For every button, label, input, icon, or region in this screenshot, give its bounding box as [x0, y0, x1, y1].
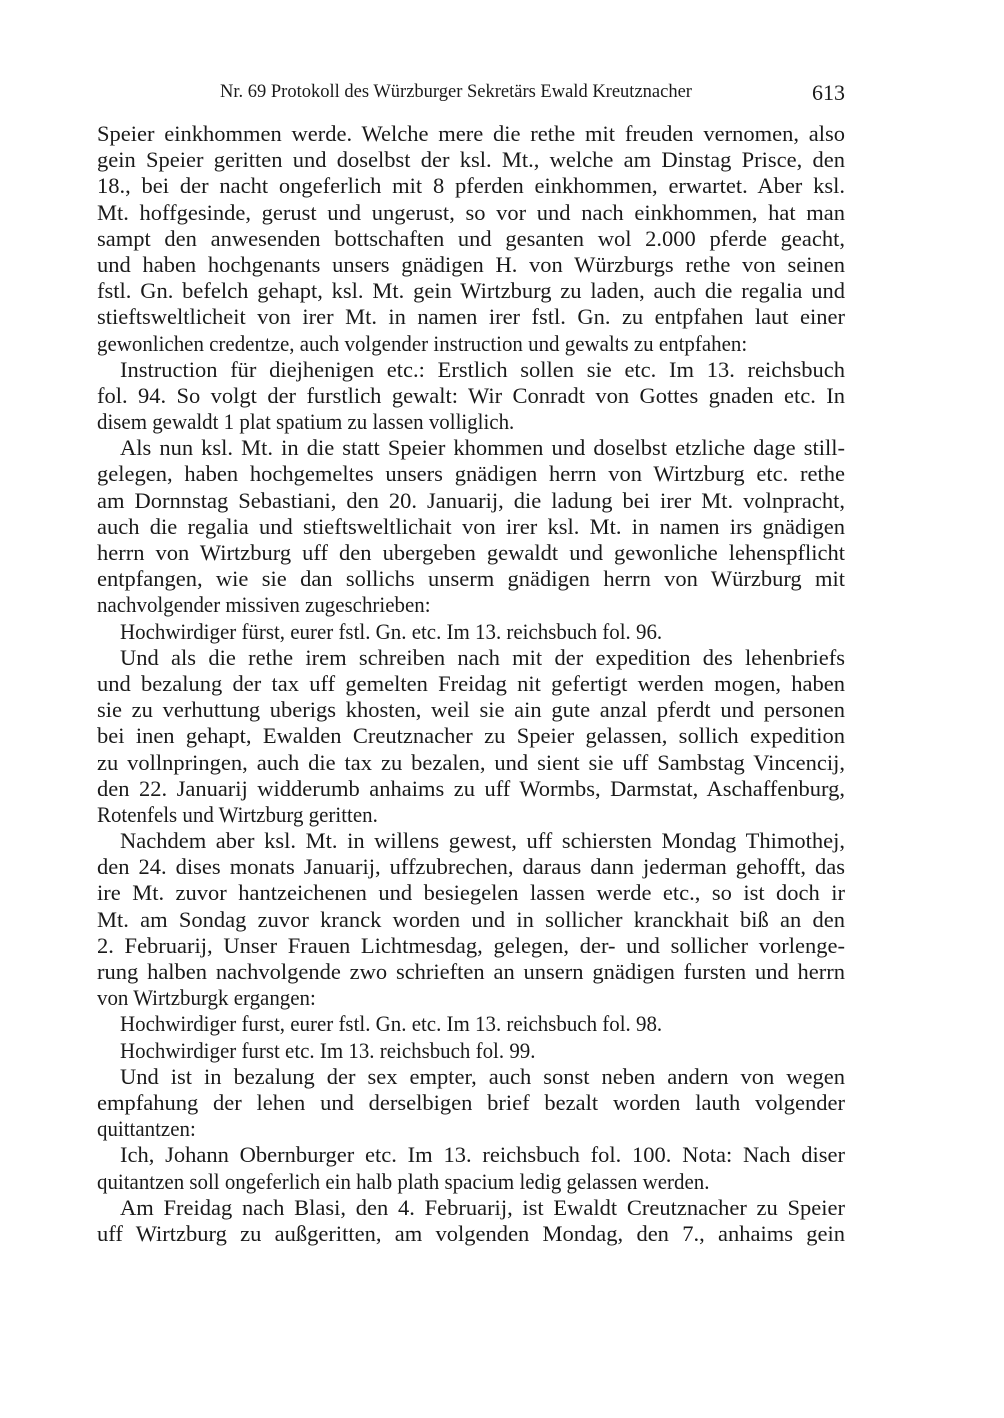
- paragraph-first-line: [97, 828, 845, 854]
- text-line: [97, 278, 845, 304]
- text-line: [97, 854, 845, 880]
- text-line: [97, 1169, 845, 1195]
- text-line: [97, 776, 845, 802]
- paragraph-first-line: [97, 121, 845, 147]
- line-text: und haben hochgenants unsers gnädigen H. von Würzburgs rethe von seinen: [97, 251, 845, 277]
- line-text: Am Freidag nach Blasi, den 4. Februarij, ist Ewaldt Creutznacher zu Speier: [120, 1194, 845, 1220]
- paragraph-first-line: [97, 1142, 845, 1168]
- document-body: [97, 121, 845, 1247]
- text-line: [97, 671, 845, 697]
- text-line: [97, 461, 845, 487]
- line-text: gewonlichen credentze, auch volgender instruction und gewalts zu entpfahen:: [97, 330, 748, 356]
- text-line: [97, 880, 845, 906]
- text-line: [97, 723, 845, 749]
- line-text: disem gewaldt 1 plat spatium zu lassen volliglich.: [97, 409, 515, 435]
- line-text: fol. 94. So volgt der furstlich gewalt: Wir Conradt von Gottes gnaden etc. In: [97, 382, 845, 408]
- line-text: Hochwirdiger furst etc. Im 13. reichsbuch fol. 99.: [120, 1037, 536, 1063]
- paragraph-first-line: [97, 1038, 845, 1064]
- paragraph-first-line: [97, 435, 845, 461]
- line-text: Hochwirdiger fürst, eurer fstl. Gn. etc. Im 13. reichsbuch fol. 96.: [120, 618, 663, 644]
- text-line: [97, 1116, 845, 1142]
- line-text: Rotenfels und Wirtzburg geritten.: [97, 801, 378, 827]
- line-text: fstl. Gn. befelch gehapt, ksl. Mt. gein Wirtzburg zu laden, auch die regalia und: [97, 278, 845, 304]
- line-text: quittantzen:: [97, 1116, 196, 1142]
- text-line: [97, 750, 845, 776]
- text-line: [97, 933, 845, 959]
- line-text: und bezalung der tax uff gemelten Freidag nit gefertigt werden mogen, haben: [97, 670, 845, 696]
- line-text: den 24. dises monats Januarij, uffzubrechen, daraus dann jederman gehofft, das: [97, 854, 845, 880]
- line-text: nachvolgender missiven zugeschrieben:: [97, 592, 431, 618]
- line-text: Ich, Johann Obernburger etc. Im 13. reichsbuch fol. 100. Nota: Nach diser: [120, 1142, 845, 1168]
- line-text: entpfangen, wie sie dan sollichs unserm gnädigen herrn von Würzburg mit: [97, 566, 845, 592]
- text-line: [97, 1090, 845, 1116]
- text-line: [97, 985, 845, 1011]
- line-text: empfahung der lehen und derselbigen brief bezalt worden lauth volgender: [97, 1089, 845, 1115]
- text-line: [97, 907, 845, 933]
- line-text: gein Speier geritten und doselbst der ksl. Mt., welche am Dinstag Prisce, den: [97, 147, 845, 173]
- text-line: [97, 226, 845, 252]
- text-line: [97, 147, 845, 173]
- line-text: Mt. hoffgesinde, gerust und ungerust, so vor und nach einkhommen, hat man: [97, 199, 845, 225]
- line-text: quitantzen soll ongeferlich ein halb plath spacium ledig gelassen werden.: [97, 1168, 710, 1194]
- text-line: [97, 252, 845, 278]
- running-header: [97, 80, 845, 106]
- paragraph-first-line: [97, 1195, 845, 1221]
- text-line: [97, 566, 845, 592]
- line-text: Speier einkhommen werde. Welche mere die rethe mit freuden vernomen, also: [97, 121, 845, 146]
- text-line: [97, 697, 845, 723]
- paragraph-first-line: [97, 645, 845, 671]
- running-header-title: Nr. 69 Protokoll des Würzburger Sekretärs Ewald Kreutznacher: [220, 82, 692, 102]
- line-text: auch die regalia und stieftsweltlichait von irer ksl. Mt. in namen irs gnädigen: [97, 513, 845, 539]
- text-line: [97, 514, 845, 540]
- paragraph-first-line: [97, 1064, 845, 1090]
- line-text: gelegen, haben hochgemeltes unsers gnädigen herrn von Wirtzburg etc. rethe: [97, 461, 845, 487]
- line-text: den 22. Januarij widderumb anhaims zu uff Wormbs, Darmstat, Aschaffenburg,: [97, 775, 845, 801]
- line-text: Instruction für diejhenigen etc.: Erstlich sollen sie etc. Im 13. reichsbuch: [120, 356, 845, 382]
- text-line: [97, 331, 845, 357]
- text-line: [97, 173, 845, 199]
- line-text: Und als die rethe irem schreiben nach mit der expedition des lehenbriefs: [120, 644, 845, 670]
- line-text: am Dornnstag Sebastiani, den 20. Januarij, die ladung bei irer Mt. volnpracht,: [97, 487, 845, 513]
- text-line: [97, 802, 845, 828]
- line-text: Mt. am Sondag zuvor kranck worden und in sollicher kranckhait biß an den: [97, 906, 845, 932]
- line-text: Nachdem aber ksl. Mt. in willens gewest, uff schiersten Mondag Thimothej,: [120, 828, 845, 854]
- line-text: 18., bei der nacht ongeferlich mit 8 pferden einkhommen, erwartet. Aber ksl.: [97, 173, 845, 199]
- paragraph-first-line: [97, 357, 845, 383]
- line-text: sampt den anwesenden bottschaften und gesanten wol 2.000 pferde geacht,: [97, 225, 845, 251]
- text-line: [97, 409, 845, 435]
- paragraph-first-line: [97, 1011, 845, 1037]
- line-text: bei inen gehapt, Ewalden Creutznacher zu Speier gelassen, sollich expedition: [97, 723, 845, 749]
- line-text: Als nun ksl. Mt. in die statt Speier khommen und doselbst etzliche dage still-: [120, 435, 845, 461]
- line-text: herrn von Wirtzburg uff den ubergeben gewaldt und gewonliche lehenspflicht: [97, 540, 845, 565]
- text-line: [97, 200, 845, 226]
- text-line: [97, 488, 845, 514]
- paragraph-first-line: [97, 619, 845, 645]
- line-text: uff Wirtzburg zu außgeritten, am volgenden Mondag, den 7., anhaims gein: [97, 1220, 845, 1246]
- line-text: 2. Februarij, Unser Frauen Lichtmesdag, gelegen, der- und sollicher vorlenge-: [97, 932, 845, 958]
- line-text: Hochwirdiger furst, eurer fstl. Gn. etc. Im 13. reichsbuch fol. 98.: [120, 1011, 663, 1037]
- text-line: [97, 592, 845, 618]
- line-text: ire Mt. zuvor hantzeichenen und besiegelen lassen werde etc., so ist doch ir: [97, 880, 845, 906]
- text-line: [97, 1221, 845, 1247]
- line-text: stieftsweltlicheit von irer Mt. in namen irer fstl. Gn. zu entpfahen laut einer: [97, 304, 845, 330]
- line-text: zu vollnpringen, auch die tax zu bezalen, und sient sie uff Sambstag Vincencij,: [97, 749, 845, 775]
- line-text: rung halben nachvolgende zwo schrieften an unsern gnädigen fursten und herrn: [97, 959, 845, 984]
- text-line: [97, 540, 845, 566]
- text-line: [97, 304, 845, 330]
- line-text: sie zu verhuttung uberigs khosten, weil sie ain gute anzal pferdt und personen: [97, 697, 845, 723]
- line-text: Und ist in bezalung der sex empter, auch sonst neben andern von wegen: [120, 1063, 845, 1089]
- text-line: [97, 959, 845, 985]
- page-number: 613: [812, 80, 845, 105]
- text-line: [97, 383, 845, 409]
- line-text: von Wirtzburgk ergangen:: [97, 985, 316, 1011]
